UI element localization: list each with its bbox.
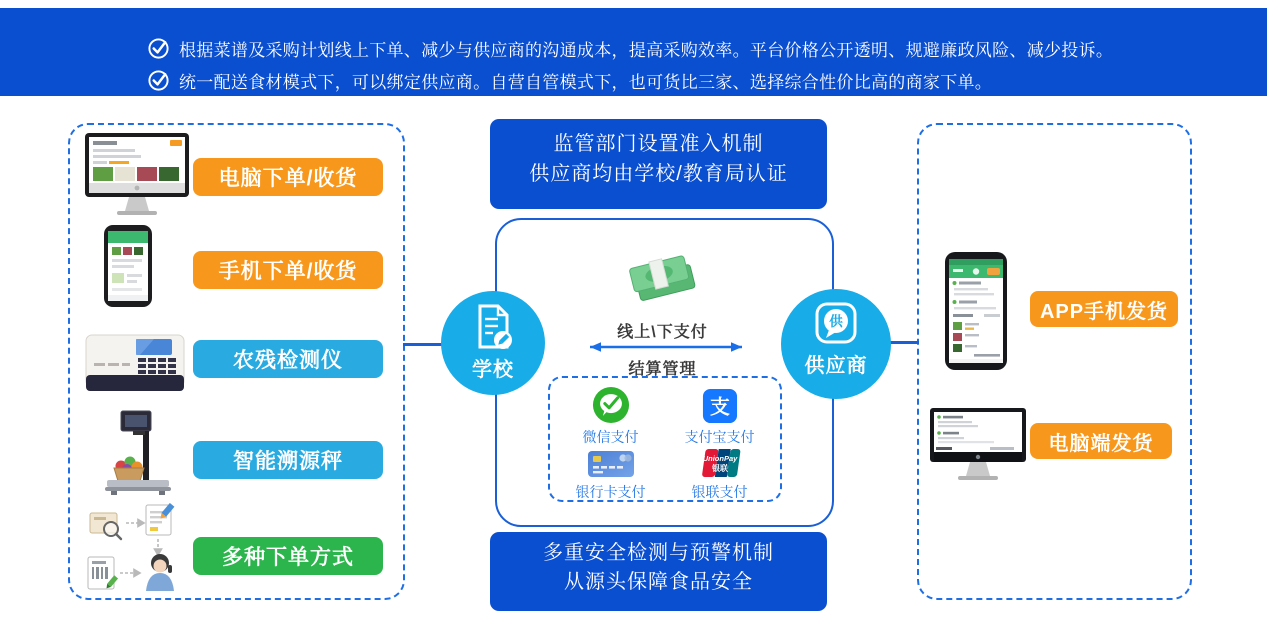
svg-text:支: 支 [709, 396, 730, 419]
check-circle-icon [147, 69, 170, 92]
banner-line-1 [147, 36, 1113, 61]
top-banner [0, 8, 1267, 96]
banner-text: 统一配送食材模式下，可以绑定供应商。自营自管模式下，也可货比三家、选择综合性价比高的商家下单。 [179, 73, 993, 92]
supplier-desktop-icon [928, 406, 1028, 491]
connector-left-line [403, 343, 445, 346]
label-smart-scale: 智能溯源秤 [193, 441, 383, 479]
supplier-smartphone-icon [944, 251, 1008, 376]
desktop-computer-icon [82, 131, 192, 226]
pesticide-detector-icon [84, 329, 186, 406]
order-methods-icon [84, 503, 188, 600]
supplier-circle [781, 289, 891, 399]
school-circle [441, 291, 545, 395]
school-label: 学校 [472, 359, 514, 381]
smartphone-icon [103, 224, 153, 313]
payment-label: 银行卡支付 [575, 484, 646, 500]
payment-label: 银联支付 [691, 484, 748, 500]
label-pc-order-receive: 电脑下单/收货 [193, 158, 383, 196]
label-pc-shipping: 电脑端发货 [1030, 423, 1172, 459]
wechat-pay-icon [592, 386, 630, 424]
label-pesticide-detector: 农残检测仪 [193, 340, 383, 378]
payment-label: 微信支付 [582, 429, 639, 445]
alipay-icon [702, 388, 738, 424]
supplier-bubble-icon [812, 299, 860, 347]
payment-label: 支付宝支付 [684, 429, 755, 445]
bank-card-icon [587, 449, 635, 479]
banner-text: 根据菜谱及采购计划线上下单、减少与供应商的沟通成本，提高采购效率。平台价格公开透明、规避廉政风险、减少投诉。 [179, 41, 1114, 60]
flow-text-payment: 线上\下支付 [617, 324, 708, 341]
check-circle-icon [147, 37, 170, 60]
regulation-line-1: 监管部门设置准入机制 [553, 133, 764, 155]
svg-text:UnionPay: UnionPay [702, 454, 737, 463]
safety-box [490, 532, 827, 611]
unionpay-icon [698, 447, 742, 479]
money-banknotes-icon [624, 245, 702, 314]
payment-unionpay [665, 447, 774, 502]
payment-methods-box [548, 376, 782, 502]
safety-line-1: 多重安全检测与预警机制 [543, 542, 774, 564]
payment-wechat [556, 386, 665, 447]
document-edit-icon [473, 303, 513, 351]
regulation-line-2: 供应商均由学校/教育局认证 [529, 163, 788, 185]
supplier-label: 供应商 [804, 355, 868, 377]
regulation-box [490, 119, 827, 209]
flow-text-settlement: 结算管理 [628, 361, 697, 378]
payment-bankcard [556, 447, 665, 502]
payment-alipay [665, 386, 774, 447]
label-multiple-order-methods: 多种下单方式 [193, 537, 383, 575]
label-phone-order-receive: 手机下单/收货 [193, 251, 383, 289]
banner-line-2 [147, 68, 992, 93]
safety-line-2: 从源头保障食品安全 [564, 571, 753, 593]
label-app-shipping: APP手机发货 [1030, 291, 1178, 327]
svg-text:银联: 银联 [711, 464, 728, 473]
svg-text:供: 供 [829, 314, 843, 329]
traceability-scale-icon [103, 410, 175, 503]
